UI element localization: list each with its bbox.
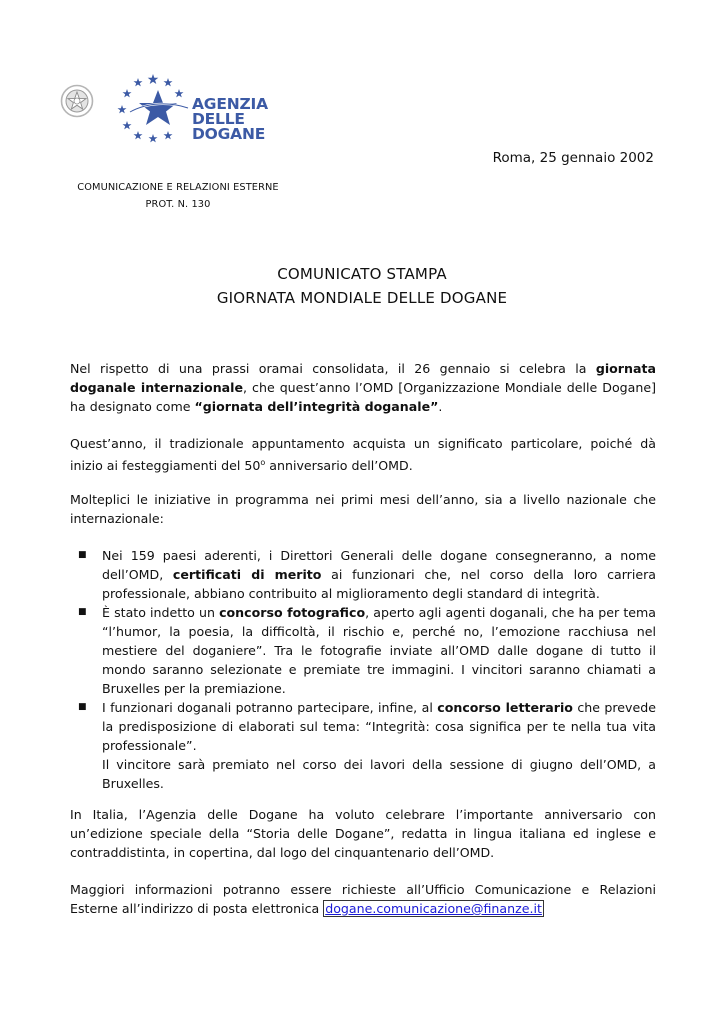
p1-text-e: . (438, 399, 443, 414)
paragraph-italy: In Italia, l’Agenzia delle Dogane ha voluto celebrare l’importante anniversario con un’edizione speciale della “Storia delle Dogane”, redatta in lingua italiana ed inglese e contraddistinta, in copertina, dal logo del cinquantenario dell’OMD. (70, 807, 656, 860)
b2-text-a: È stato indetto un (102, 605, 220, 620)
list-item (70, 603, 656, 698)
paragraph-intro (70, 359, 656, 416)
p1-text-c: , che quest’anno l’OMD [Organizzazione Mondiale delle Dogane] ha designato come (70, 380, 656, 414)
bullet-marker: ■ (78, 550, 87, 560)
b2-bold: concorso fotografico (219, 605, 366, 620)
list-item (70, 698, 656, 793)
email-link[interactable]: dogane.comunicazione@finanze.it (325, 901, 542, 916)
b3-text-d: Il vincitore sarà premiato nel corso dei lavori della sessione di giugno dell’OMD, a Bruxelles. (102, 757, 656, 791)
p2-text-b: anniversario dell’OMD. (265, 458, 413, 474)
logo-line-3: DOGANE (192, 125, 266, 143)
title-line-2: GIORNATA MONDIALE DELLE DOGANE (216, 289, 508, 307)
b1-bold: certificati di merito (172, 567, 322, 582)
document-date: Roma, 25 gennaio 2002 (492, 150, 654, 166)
p1-text-a: Nel rispetto di una prassi oramai consolidata, il 26 gennaio si celebra la (70, 361, 596, 376)
b1-text-c: ai funzionari che, nel corso della loro carriera professionale, abbiano contribuito al miglioramento degli standard di integrità. (102, 567, 656, 601)
initiatives-list (70, 546, 656, 793)
protocol-number: PROT. N. 130 (145, 199, 211, 210)
italian-republic-emblem-icon (60, 84, 94, 118)
p2-text-a: Quest’anno, il tradizionale appuntamento acquista un significato particolare, poiché dà inizio ai festeggiamenti del 50 (70, 436, 656, 474)
b1-text-a: Nei 159 paesi aderenti, i Direttori Generali delle dogane consegneranno, a nome dell’OMD, (102, 548, 656, 582)
b3-text-a: I funzionari doganali potranno partecipare, infine, al (102, 700, 438, 715)
agency-logo-text (192, 97, 268, 142)
p2-superscript: o (260, 458, 266, 467)
logo-line-2: DELLE (192, 110, 245, 128)
paragraph-initiatives: Molteplici le iniziative in programma nei primi mesi dell’anno, sia a livello nazionale che internazionale: (70, 492, 656, 526)
stars-logo-icon (108, 72, 198, 144)
department-name: COMUNICAZIONE E RELAZIONI ESTERNE (77, 182, 279, 193)
department-block (62, 179, 294, 213)
b2-text-c: , aperto agli agenti doganali, che ha per tema “l’humor, la poesia, la difficoltà, il rischio e, perché no, l’emozione racchiusa nel mestiere del doganiere”. Tra le fotografie inviate all’OMD dalle dogane di tutto il mondo saranno selezionate e premiate tre immagini. I vincitori saranno chiamati a Bruxelles per la premiazione. (102, 605, 656, 696)
b3-bold: concorso letterario (437, 700, 573, 715)
p6-text-a: Maggiori informazioni potranno essere richieste all’Ufficio Comunicazione e Relazioni Esterne all’indirizzo di posta elettronica (70, 882, 656, 916)
p1-bold-b: giornata doganale internazionale (70, 361, 656, 395)
b3-text-c: che prevede la predisposizione di elaborati sul tema: “Integrità: cosa significa per te nella tua vita professionale”. (102, 700, 656, 753)
paragraph-contact (70, 880, 656, 918)
bullet-marker: ■ (78, 607, 87, 617)
title-line-1: COMUNICATO STAMPA (277, 265, 447, 283)
logo-line-1: AGENZIA (192, 95, 268, 113)
paragraph-anniversary (70, 434, 656, 475)
list-item (70, 546, 656, 603)
p1-bold-d: “giornata dell’integrità doganale” (194, 399, 439, 414)
document-title (62, 262, 662, 310)
bullet-marker: ■ (78, 702, 87, 712)
